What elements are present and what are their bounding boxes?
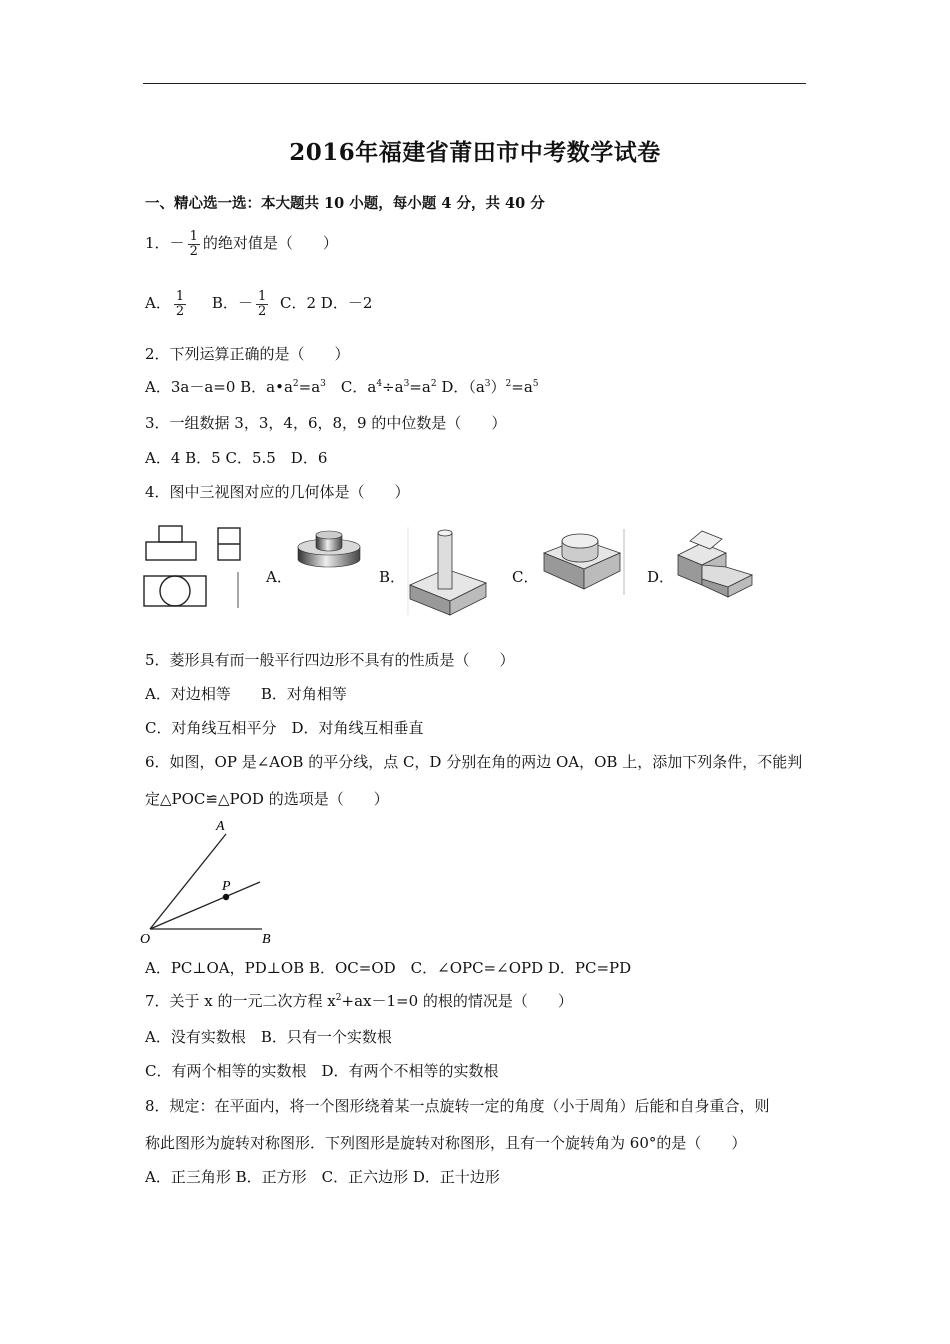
fraction: $\frac{1}{2}$ (189, 229, 198, 259)
label-a: A (216, 819, 225, 834)
option-c-solid (540, 527, 628, 599)
point-p-dot (223, 894, 229, 900)
option-b-solid (406, 525, 488, 617)
question-5-options-row2: C．对角线互相平分 D．对角线互相垂直 (145, 719, 424, 737)
option-d-solid (674, 527, 756, 599)
label-p: P (222, 879, 231, 894)
question-2-stem: 2．下列运算正确的是（ ） (145, 345, 350, 363)
page-title: 2016年福建省莆田市中考数学试卷 (289, 139, 661, 166)
question-8-options: A．正三角形 B．正方形 C．正六边形 D．正十边形 (145, 1168, 500, 1186)
question-6-options: A．PC⊥OA，PD⊥OB B．OC=OD C．∠OPC=∠OPD D．PC=PD (145, 959, 632, 977)
question-3-options: A．4 B．5 C．5.5 D．6 (145, 449, 328, 467)
option-c-label: C． (512, 568, 539, 586)
option-d-label: D． (647, 568, 675, 586)
option-a-solid (296, 527, 362, 569)
question-7-options-row2: C．有两个相等的实数根 D．有两个不相等的实数根 (145, 1062, 499, 1080)
header-rule (143, 83, 806, 84)
question-2-options: A．3a－a=0 B．$a•a^2=a^3$ C．$a^4\div a^3=a^2$ D．$(a^3)^2=a^5$ (145, 378, 539, 396)
angle-bisector-figure (138, 814, 288, 948)
question-4-stem: 4．图中三视图对应的几何体是（ ） (145, 483, 410, 501)
question-3-stem: 3．一组数据 3，3，4，6，8，9 的中位数是（ ） (145, 414, 507, 432)
three-views-figure (140, 522, 242, 610)
option-b-label: B． (379, 568, 406, 586)
question-5-stem: 5．菱形具有而一般平行四边形不具有的性质是（ ） (145, 651, 515, 669)
question-7-options-row1: A．没有实数根 B．只有一个实数根 (145, 1028, 392, 1046)
question-6-stem-line1: 6．如图，OP 是∠AOB 的平分线，点 C，D 分别在角的两边 OA，OB 上，添加下列条件，不能判 (145, 753, 803, 771)
question-5-options-row1: A．对边相等 B．对角相等 (145, 685, 347, 703)
option-a-label: A． (266, 568, 292, 586)
question-8-stem-line1: 8．规定：在平面内，将一个图形绕着某一点旋转一定的角度（小于周角）后能和自身重合，则 (145, 1097, 770, 1115)
question-8-stem-line2: 称此图形为旋转对称图形．下列图形是旋转对称图形，且有一个旋转角为 60°的是（ ） (145, 1134, 747, 1152)
question-1-options: A． $\frac{1}{2}$ B．－ $\frac{1}{2}$ C．2 D．－2 (145, 289, 373, 319)
label-o: O (140, 932, 151, 947)
question-7-stem: 7．关于 x 的一元二次方程 $x^2+ax-1=0$ 的根的情况是（ ） (145, 992, 573, 1010)
question-1-stem: 1．－ $\frac{1}{2}$ 的绝对值是（ ） (145, 229, 338, 259)
section-heading: 一、精心选一选：本大题共 10 小题，每小题 4 分，共 40 分 (145, 195, 545, 212)
label-b: B (262, 932, 271, 947)
question-6-stem-line2: 定△POC≌△POD 的选项是（ ） (145, 790, 389, 808)
